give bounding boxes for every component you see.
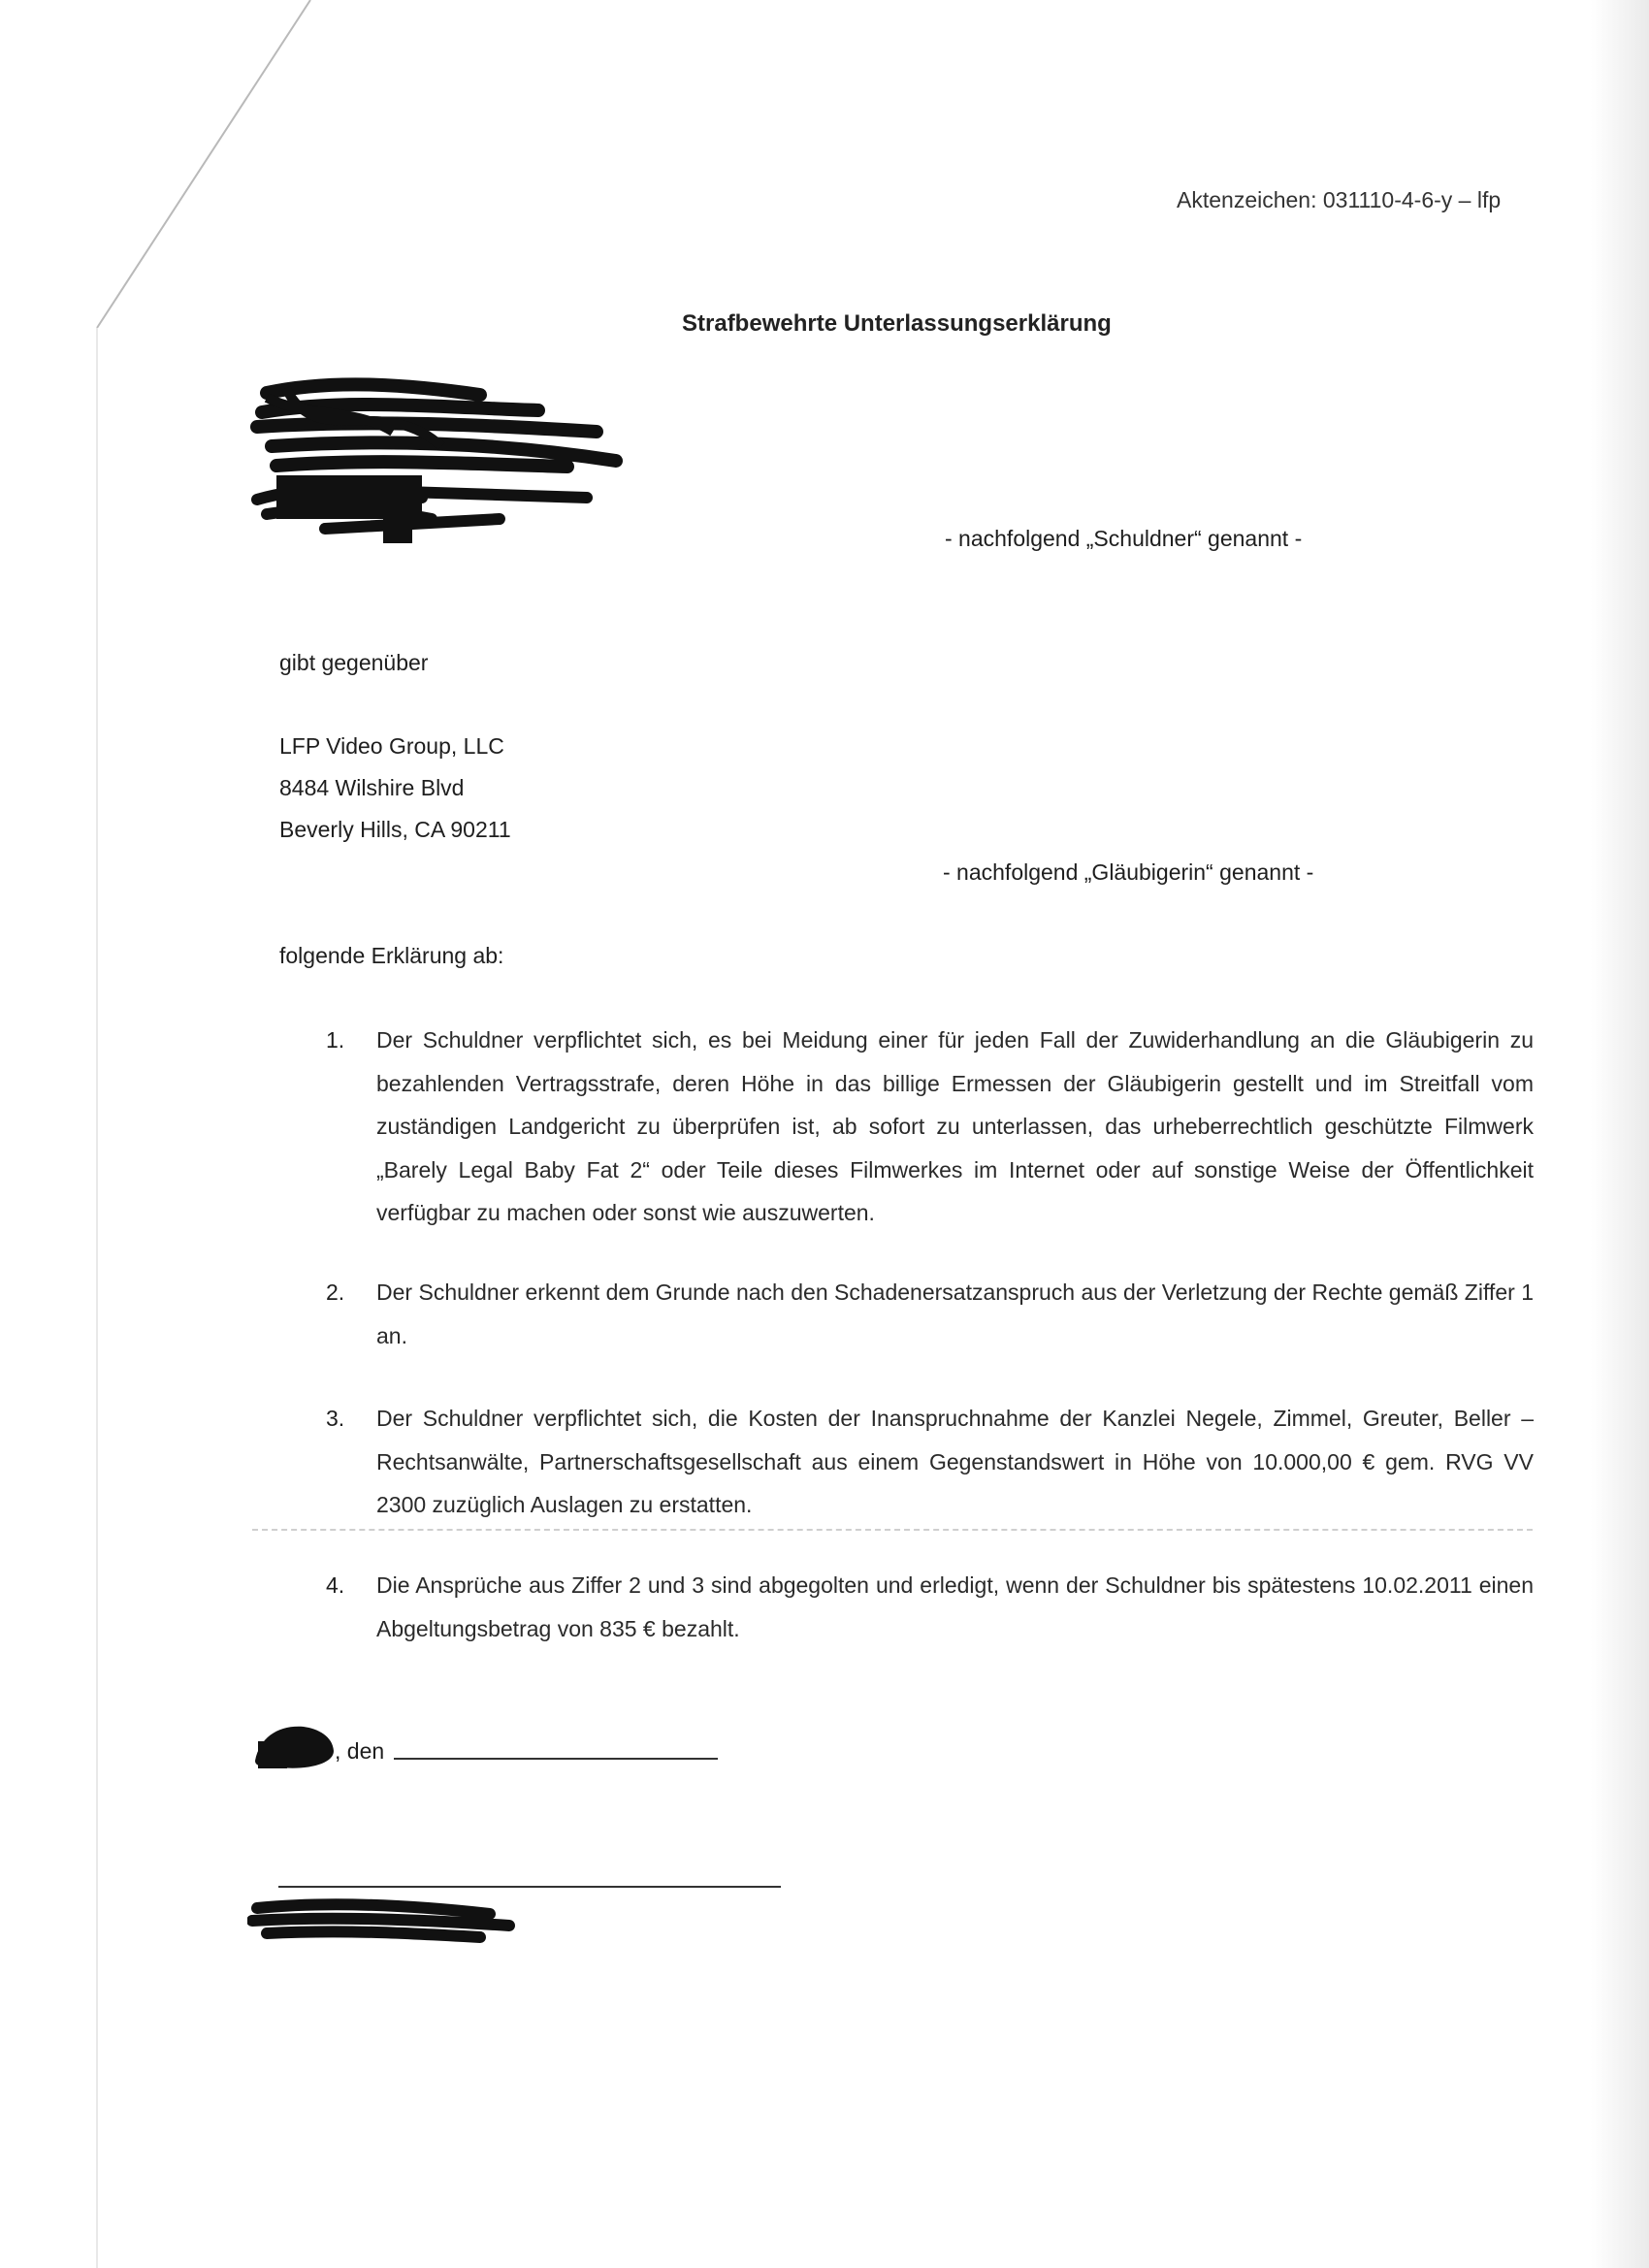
item-number: 4.	[326, 1572, 345, 1598]
redacted-place-name	[250, 1717, 338, 1775]
item-text: Der Schuldner verpflichtet sich, es bei Meidung einer für jeden Fall der Zuwiderhandlung an die Gläubigerin zu bezahlenden Vertragsstrafe, deren Höhe in das billige Ermessen der Gläubigerin gestellt und im Streitfall vom zuständigen Landgericht zu überprüfen ist, ab sofort zu unterlassen, das urheberrechtlich geschützte Filmwerk „Barely Legal Baby Fat 2“ oder Teile dieses Filmwerkes im Internet oder auf sonstige Weise der Öffentlichkeit verfügbar zu machen oder sonst wie auszuwerten.	[376, 1027, 1534, 1225]
creditor-name: LFP Video Group, LLC	[279, 733, 504, 759]
reference-number: Aktenzeichen: 031110-4-6-y – lfp	[1177, 187, 1502, 212]
item-text: Der Schuldner erkennt dem Grunde nach den Schadenersatzanspruch aus der Verletzung der Rechte gemäß Ziffer 1 an.	[376, 1280, 1534, 1348]
item-text: Der Schuldner verpflichtet sich, die Kosten der Inanspruchnahme der Kanzlei Negele, Zimmel, Greuter, Beller – Rechtsanwälte, Partnerschaftsgesellschaft aus einem Gegenstandswert in Höhe von 10.000,00 € gem. RVG VV 2300 zuzüglich Auslagen zu erstatten.	[376, 1406, 1534, 1517]
debtor-designation: - nachfolgend „Schuldner“ genannt -	[945, 526, 1303, 551]
document-title: Strafbewehrte Unterlassungserklärung	[682, 310, 1112, 337]
creditor-designation: - nachfolgend „Gläubigerin“ genannt -	[943, 859, 1314, 885]
intro-text: gibt gegenüber	[279, 650, 429, 675]
place-date-label: , den	[335, 1738, 385, 1764]
creditor-city: Beverly Hills, CA 90211	[279, 817, 511, 842]
item-number: 1.	[326, 1027, 345, 1053]
creditor-street: 8484 Wilshire Blvd	[279, 775, 465, 800]
signature-line	[278, 1886, 781, 1888]
item-number: 2.	[326, 1280, 345, 1305]
scan-shadow-edge	[1591, 0, 1649, 2268]
declaration-intro: folgende Erklärung ab:	[279, 943, 504, 968]
date-line	[394, 1758, 718, 1760]
redacted-debtor-address	[247, 373, 626, 553]
scan-artifact-line	[252, 1529, 1533, 1531]
redacted-signer-name	[247, 1896, 519, 1945]
item-number: 3.	[326, 1406, 345, 1431]
item-text: Die Ansprüche aus Ziffer 2 und 3 sind abgegolten und erledigt, wenn der Schuldner bis spätestens 10.02.2011 einen Abgeltungsbetrag von 835 € bezahlt.	[376, 1572, 1534, 1641]
